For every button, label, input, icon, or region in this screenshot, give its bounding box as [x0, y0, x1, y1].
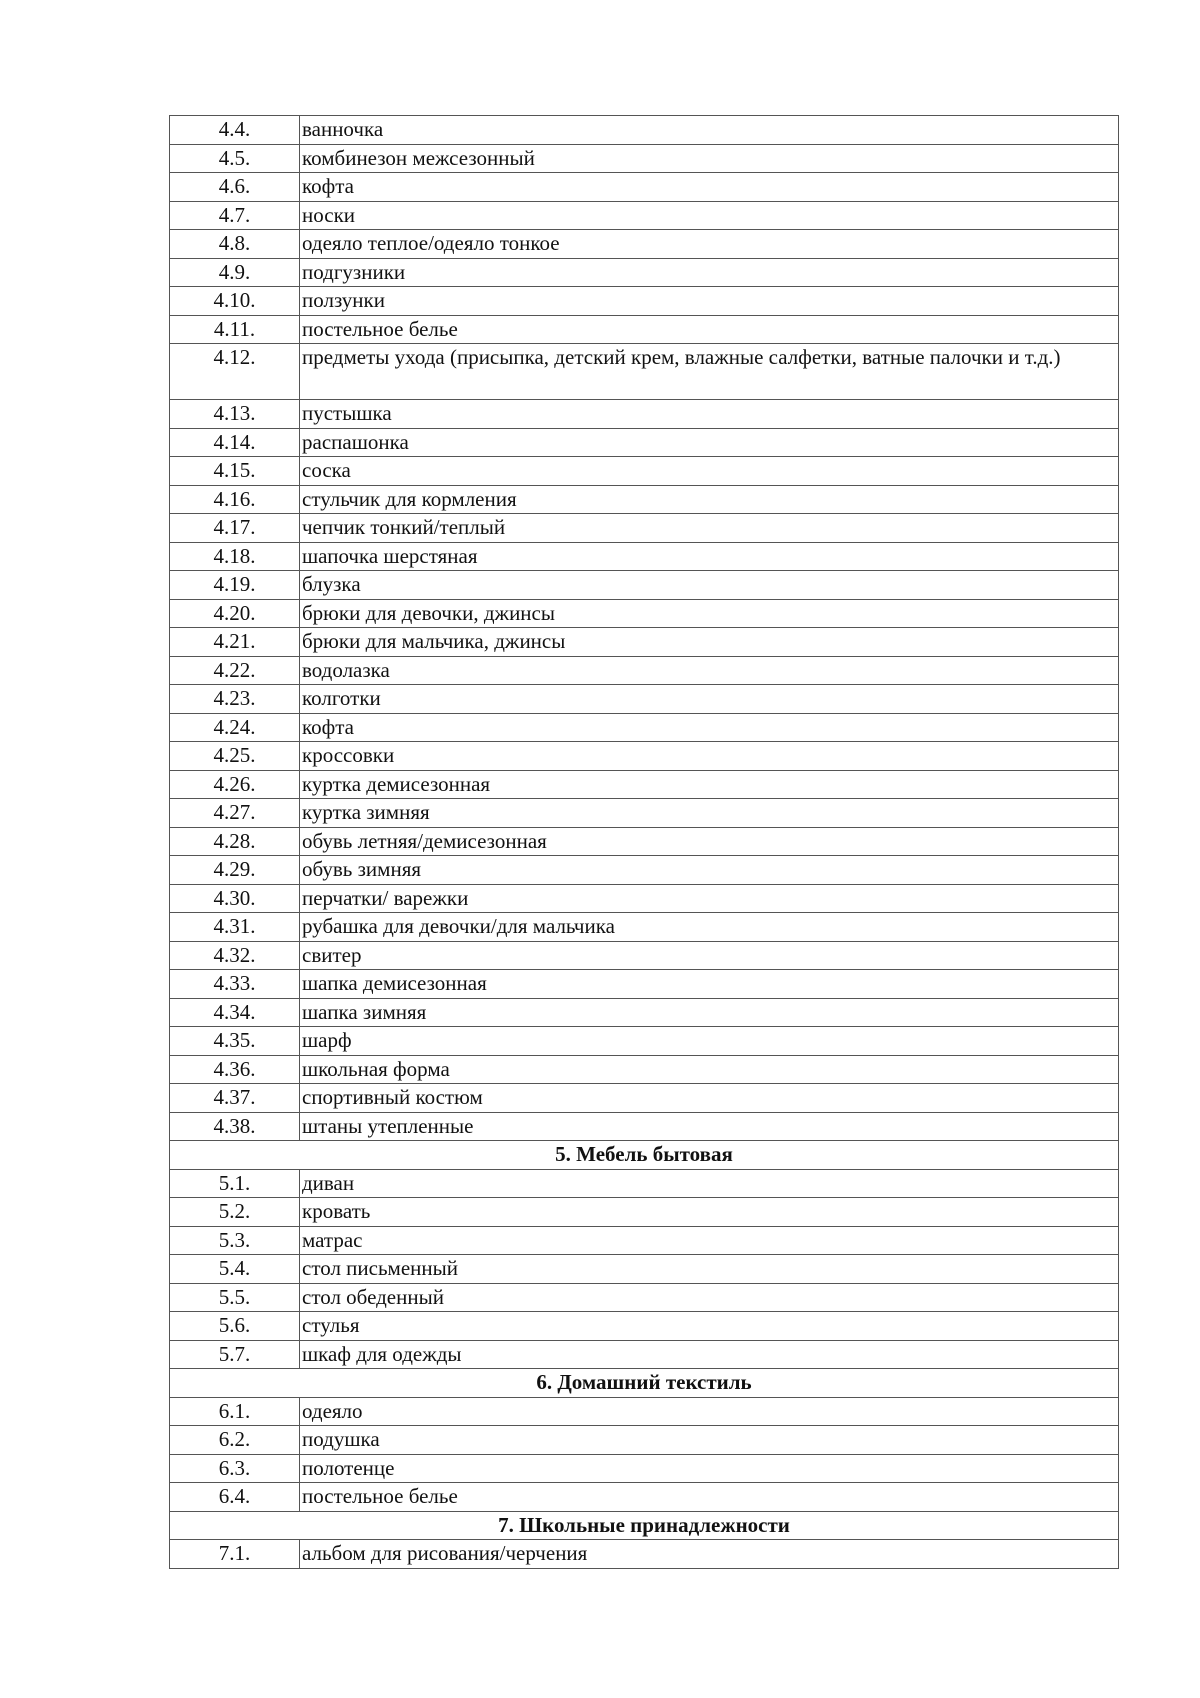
table-row [170, 628, 1119, 657]
table-row [170, 428, 1119, 457]
item-name: стол обеденный [300, 1283, 1119, 1312]
table-row [170, 1312, 1119, 1341]
item-number: 4.25. [170, 742, 300, 771]
item-name: матрас [300, 1226, 1119, 1255]
item-name: школьная форма [300, 1055, 1119, 1084]
item-name: кофта [300, 713, 1119, 742]
item-name: постельное белье [300, 1483, 1119, 1512]
item-name: одеяло теплое/одеяло тонкое [300, 230, 1119, 259]
item-number: 4.20. [170, 599, 300, 628]
table-row [170, 913, 1119, 942]
item-number: 5.2. [170, 1198, 300, 1227]
table-row [170, 1483, 1119, 1512]
item-name: обувь зимняя [300, 856, 1119, 885]
item-number: 4.4. [170, 116, 300, 145]
item-number: 4.35. [170, 1027, 300, 1056]
table-row [170, 258, 1119, 287]
item-number: 4.14. [170, 428, 300, 457]
table-row [170, 514, 1119, 543]
item-number: 4.33. [170, 970, 300, 999]
item-number: 4.8. [170, 230, 300, 259]
item-name: брюки для мальчика, джинсы [300, 628, 1119, 657]
table-row [170, 1426, 1119, 1455]
item-name: перчатки/ варежки [300, 884, 1119, 913]
table-row [170, 230, 1119, 259]
table-row [170, 1397, 1119, 1426]
item-number: 5.1. [170, 1169, 300, 1198]
item-number: 5.3. [170, 1226, 300, 1255]
table-row [170, 856, 1119, 885]
item-name: шкаф для одежды [300, 1340, 1119, 1369]
item-name: постельное белье [300, 315, 1119, 344]
table-row [170, 742, 1119, 771]
item-number: 5.6. [170, 1312, 300, 1341]
item-name: диван [300, 1169, 1119, 1198]
section-title: 6. Домашний текстиль [170, 1369, 1119, 1398]
item-name: распашонка [300, 428, 1119, 457]
item-name: ванночка [300, 116, 1119, 145]
item-number: 4.29. [170, 856, 300, 885]
item-name: свитер [300, 941, 1119, 970]
item-number: 4.17. [170, 514, 300, 543]
table-row [170, 1454, 1119, 1483]
item-number: 4.22. [170, 656, 300, 685]
item-name: рубашка для девочки/для мальчика [300, 913, 1119, 942]
item-number: 4.34. [170, 998, 300, 1027]
table-row [170, 457, 1119, 486]
item-number: 4.37. [170, 1084, 300, 1113]
item-name: носки [300, 201, 1119, 230]
item-name: соска [300, 457, 1119, 486]
table-row [170, 941, 1119, 970]
item-number: 6.1. [170, 1397, 300, 1426]
section-title: 5. Мебель бытовая [170, 1141, 1119, 1170]
table-row [170, 201, 1119, 230]
items-table [169, 115, 1119, 1569]
item-name: шапка зимняя [300, 998, 1119, 1027]
item-number: 4.11. [170, 315, 300, 344]
item-number: 4.31. [170, 913, 300, 942]
item-name: одеяло [300, 1397, 1119, 1426]
item-name: колготки [300, 685, 1119, 714]
table-row [170, 542, 1119, 571]
item-name: пустышка [300, 400, 1119, 429]
section-header-row [170, 1369, 1119, 1398]
table-row [170, 799, 1119, 828]
item-number: 5.7. [170, 1340, 300, 1369]
item-name: полотенце [300, 1454, 1119, 1483]
table-row [170, 685, 1119, 714]
table-row [170, 400, 1119, 429]
item-name: стулья [300, 1312, 1119, 1341]
table-row [170, 656, 1119, 685]
table-row [170, 998, 1119, 1027]
item-name: предметы ухода (присыпка, детский крем, влажные салфетки, ватные палочки и т.д.) [300, 344, 1119, 400]
item-number: 4.13. [170, 400, 300, 429]
table-row [170, 571, 1119, 600]
item-number: 4.28. [170, 827, 300, 856]
item-number: 4.15. [170, 457, 300, 486]
table-row [170, 970, 1119, 999]
item-name: стол письменный [300, 1255, 1119, 1284]
item-name: шарф [300, 1027, 1119, 1056]
item-name: кроссовки [300, 742, 1119, 771]
item-number: 4.32. [170, 941, 300, 970]
item-name: куртка зимняя [300, 799, 1119, 828]
item-number: 4.23. [170, 685, 300, 714]
item-name: ползунки [300, 287, 1119, 316]
item-number: 4.9. [170, 258, 300, 287]
item-number: 4.12. [170, 344, 300, 400]
item-name: альбом для рисования/черчения [300, 1540, 1119, 1569]
table-row [170, 1198, 1119, 1227]
item-number: 4.30. [170, 884, 300, 913]
item-name: штаны утепленные [300, 1112, 1119, 1141]
table-row [170, 315, 1119, 344]
item-name: обувь летняя/демисезонная [300, 827, 1119, 856]
table-row [170, 344, 1119, 400]
table-row [170, 1055, 1119, 1084]
table-row [170, 1084, 1119, 1113]
item-name: спортивный костюм [300, 1084, 1119, 1113]
item-name: шапка демисезонная [300, 970, 1119, 999]
item-name: кофта [300, 173, 1119, 202]
table-row [170, 1540, 1119, 1569]
item-name: блузка [300, 571, 1119, 600]
table-row [170, 713, 1119, 742]
item-name: брюки для девочки, джинсы [300, 599, 1119, 628]
item-name: кровать [300, 1198, 1119, 1227]
item-number: 4.5. [170, 144, 300, 173]
table-row [170, 1112, 1119, 1141]
section-header-row [170, 1511, 1119, 1540]
item-number: 4.10. [170, 287, 300, 316]
table-row [170, 1169, 1119, 1198]
table-row [170, 1226, 1119, 1255]
item-number: 4.7. [170, 201, 300, 230]
item-name: подгузники [300, 258, 1119, 287]
item-name: куртка демисезонная [300, 770, 1119, 799]
table-row [170, 827, 1119, 856]
table-row [170, 173, 1119, 202]
table-row [170, 770, 1119, 799]
item-number: 4.18. [170, 542, 300, 571]
item-number: 5.4. [170, 1255, 300, 1284]
item-name: стульчик для кормления [300, 485, 1119, 514]
item-number: 5.5. [170, 1283, 300, 1312]
table-row [170, 485, 1119, 514]
table-row [170, 599, 1119, 628]
item-name: шапочка шерстяная [300, 542, 1119, 571]
table-row [170, 1027, 1119, 1056]
item-number: 4.21. [170, 628, 300, 657]
section-title: 7. Школьные принадлежности [170, 1511, 1119, 1540]
table-row [170, 884, 1119, 913]
item-number: 4.6. [170, 173, 300, 202]
item-name: водолазка [300, 656, 1119, 685]
table-row [170, 144, 1119, 173]
item-number: 4.27. [170, 799, 300, 828]
item-number: 4.24. [170, 713, 300, 742]
item-number: 4.38. [170, 1112, 300, 1141]
item-name: чепчик тонкий/теплый [300, 514, 1119, 543]
item-number: 6.2. [170, 1426, 300, 1455]
item-number: 6.4. [170, 1483, 300, 1512]
item-number: 4.19. [170, 571, 300, 600]
item-name: подушка [300, 1426, 1119, 1455]
table-row [170, 116, 1119, 145]
item-number: 7.1. [170, 1540, 300, 1569]
table-row [170, 1255, 1119, 1284]
items-table-body [170, 116, 1119, 1569]
item-number: 4.26. [170, 770, 300, 799]
item-name: комбинезон межсезонный [300, 144, 1119, 173]
item-number: 4.36. [170, 1055, 300, 1084]
item-number: 4.16. [170, 485, 300, 514]
table-row [170, 287, 1119, 316]
item-number: 6.3. [170, 1454, 300, 1483]
section-header-row [170, 1141, 1119, 1170]
table-row [170, 1340, 1119, 1369]
table-row [170, 1283, 1119, 1312]
